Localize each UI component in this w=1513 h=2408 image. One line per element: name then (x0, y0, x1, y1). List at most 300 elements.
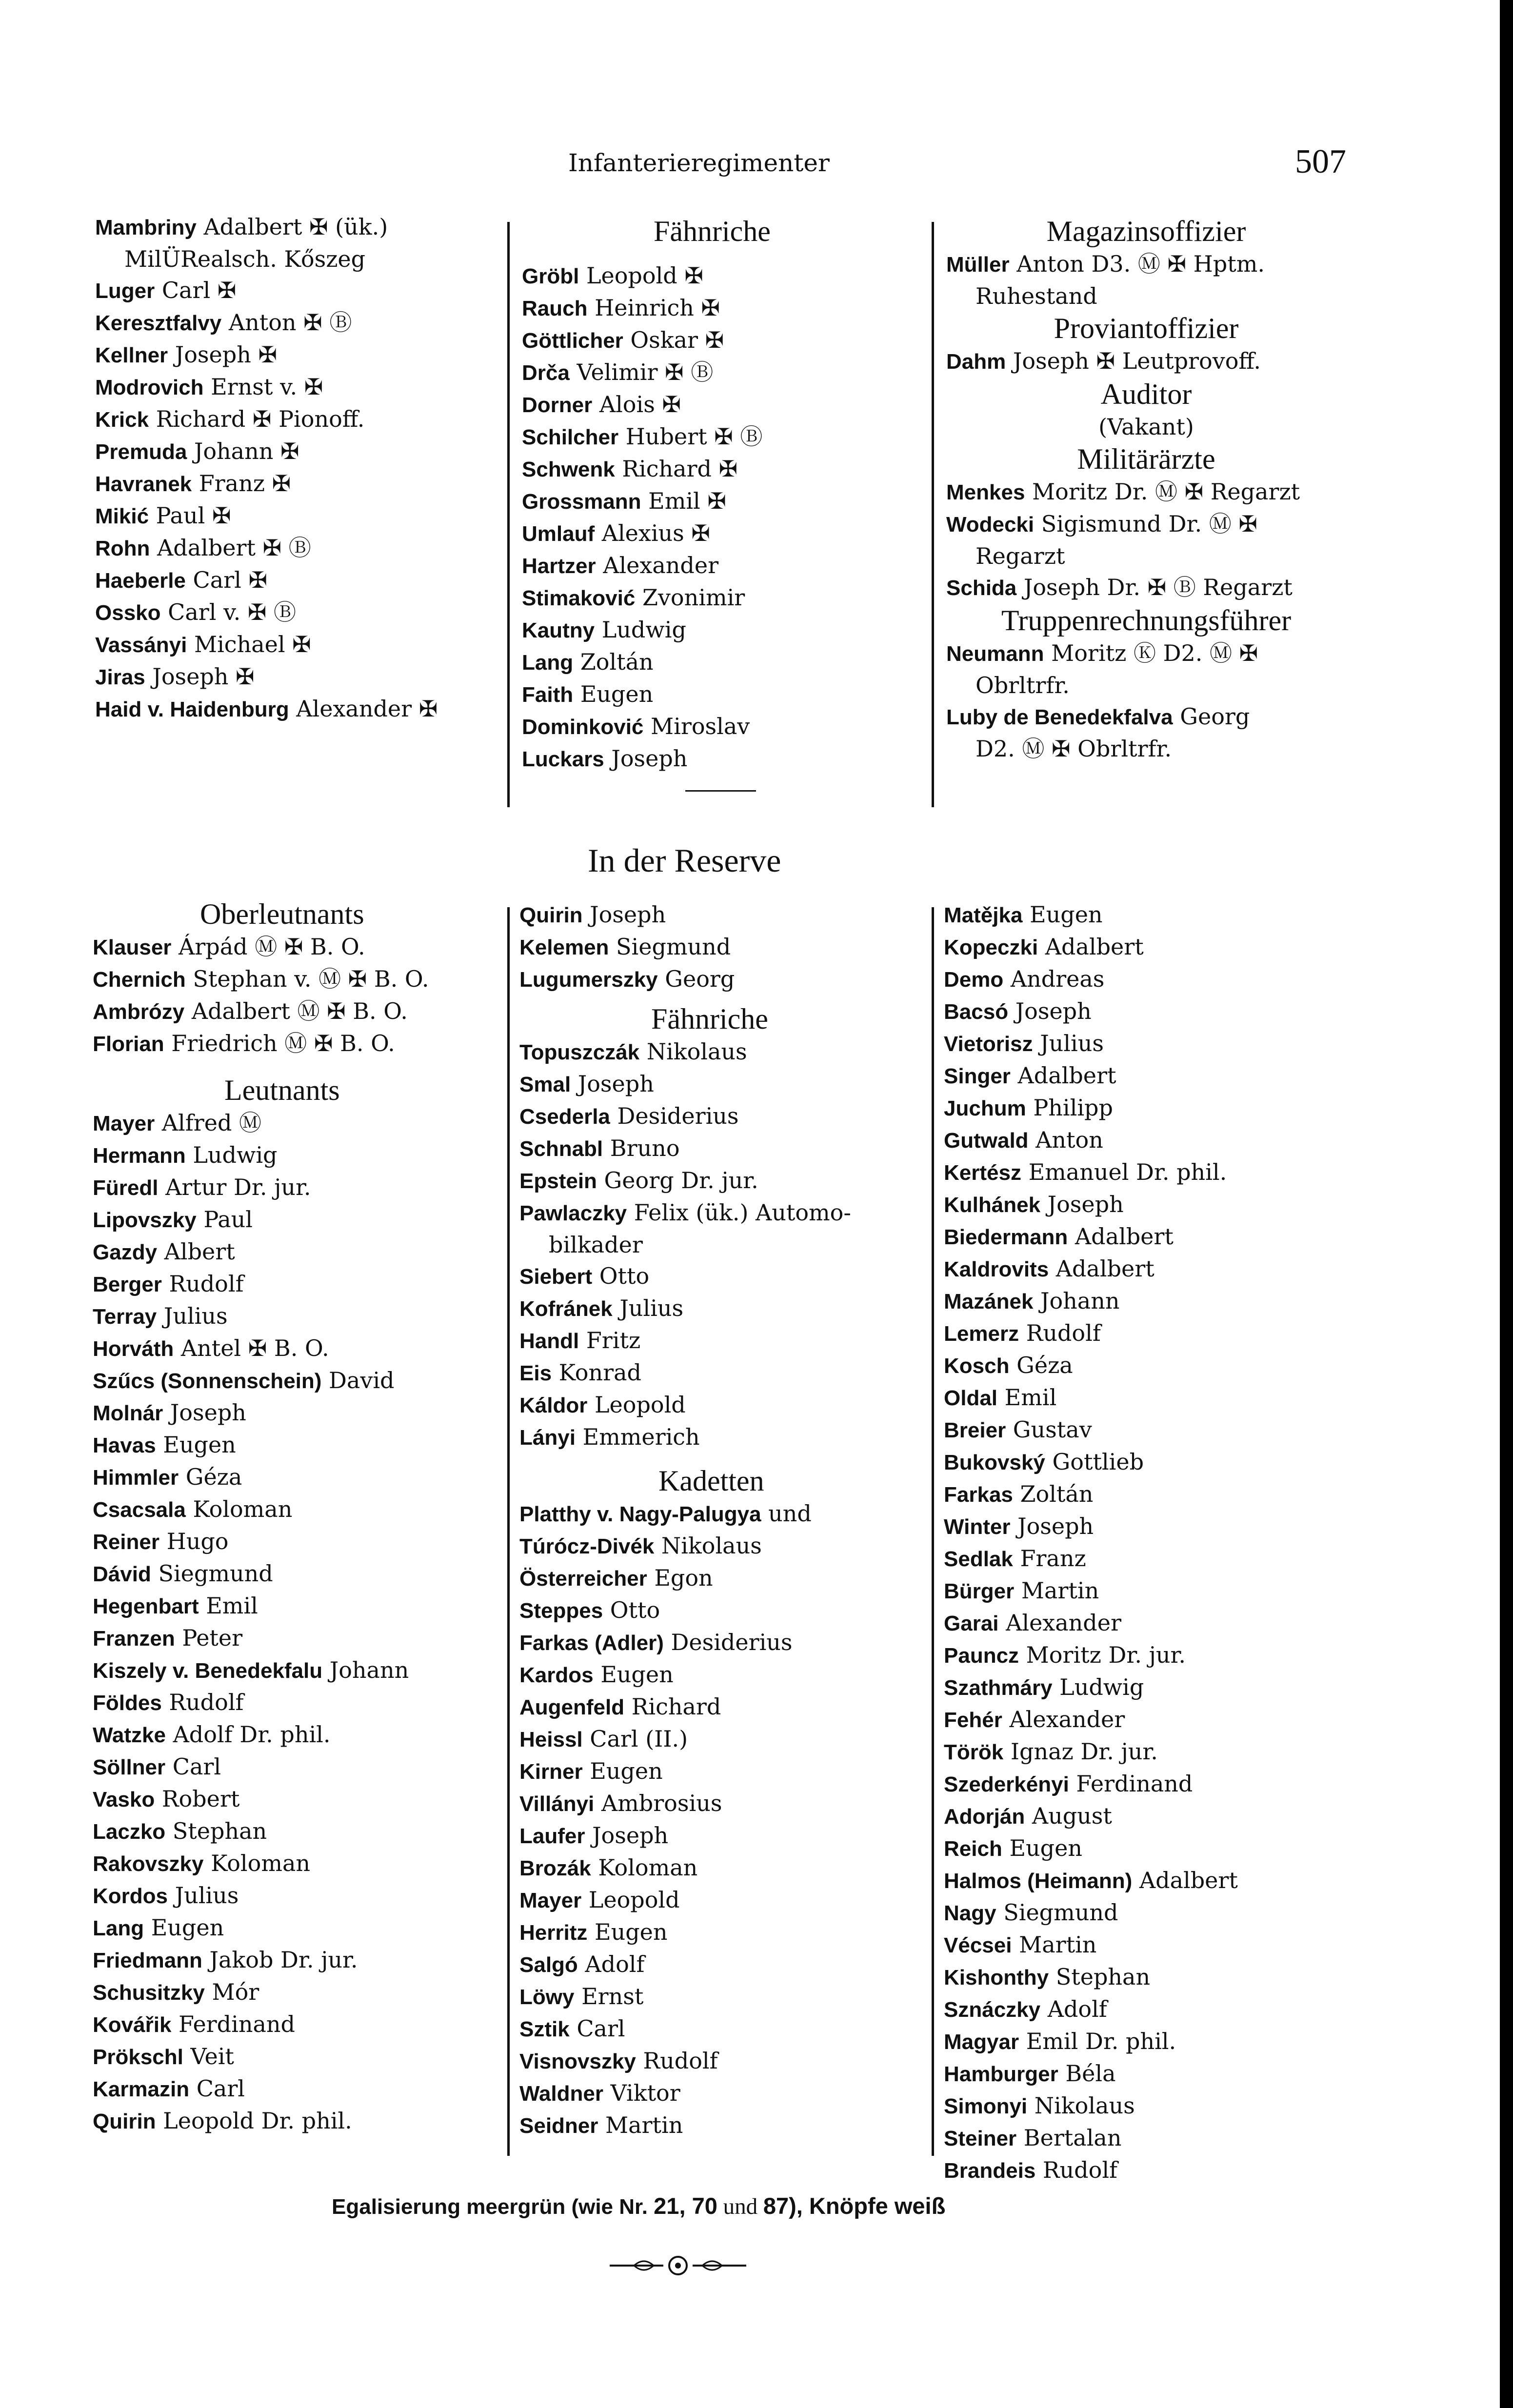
entry-rest: Adalbert (1068, 1223, 1174, 1250)
entry-rest: Eugen (582, 1758, 663, 1784)
running-title: Infanterieregimenter (568, 149, 830, 177)
list-entry (95, 211, 500, 243)
list (519, 1036, 924, 1453)
list-entry (944, 931, 1480, 963)
entry-surname: Topuszczák (519, 1040, 640, 1064)
list-entry (519, 1133, 924, 1165)
list-entry (93, 1365, 498, 1397)
entry-rest: Eugen (593, 1661, 674, 1688)
list (946, 345, 1483, 378)
entry-rest: Stephan v. Ⓜ ✠ B. O. (185, 966, 429, 992)
list-entry (93, 1333, 498, 1365)
entry-rest: Moritz Ⓚ D2. Ⓜ ✠ (1044, 640, 1258, 666)
list-entry (93, 1204, 498, 1236)
list-entry (519, 1165, 924, 1197)
entry-surname: Mayer (93, 1112, 155, 1135)
entry-surname: Kellner (95, 343, 168, 367)
list-entry (93, 1912, 498, 1944)
entry-surname: Vécsei (944, 1933, 1012, 1957)
list-entry (944, 1575, 1480, 1607)
entry-surname: Kulhánek (944, 1193, 1041, 1217)
entry-surname: Brandeis (944, 2159, 1036, 2183)
ornament-icon (605, 2253, 751, 2278)
entry-rest: Hubert ✠ Ⓑ (618, 423, 763, 450)
entry-rest: Alois ✠ (592, 391, 681, 418)
entry-surname: Sznáczky (944, 1998, 1041, 2022)
entry-rest: Ambrosius (594, 1790, 722, 1816)
entry-rest: Rudolf (636, 2048, 718, 2074)
entry-surname: Ossko (95, 601, 161, 625)
list-entry (519, 1421, 924, 1453)
entry-surname: Lemerz (944, 1322, 1019, 1346)
entry-surname: Handl (519, 1329, 579, 1353)
list-entry (944, 899, 1480, 931)
entry-rest: Veit (183, 2043, 234, 2070)
list-entry (95, 532, 500, 564)
list-entry (944, 1800, 1480, 1832)
list-entry (522, 711, 927, 743)
entry-rest: Desiderius (610, 1103, 739, 1129)
column-rule (932, 222, 934, 807)
entry-rest: Eugen (1022, 901, 1103, 928)
entry-surname: Haid v. Haidenburg (95, 697, 289, 721)
entry-rest: Siegmund (609, 934, 731, 960)
list-entry (95, 500, 500, 532)
entry-rest: Alexander (998, 1610, 1121, 1636)
entry-surname: Berger (93, 1273, 162, 1296)
list-entry (944, 1704, 1480, 1736)
entry-surname: Klauser (93, 935, 172, 959)
entry-surname: Premuda (95, 440, 187, 464)
entry-surname: Kordos (93, 1884, 168, 1908)
entry-rest: Egon (647, 1565, 713, 1591)
entry-surname: Schida (946, 576, 1017, 600)
entry-rest: Anton ✠ Ⓑ (221, 309, 352, 336)
list-entry (93, 2009, 498, 2041)
list-entry (944, 1285, 1480, 1317)
entry-rest: Ernst v. ✠ (203, 374, 323, 400)
entry-surname: Quirin (519, 903, 583, 927)
list-entry (944, 1511, 1480, 1543)
list-entry (519, 2045, 924, 2077)
list-entry (93, 1107, 498, 1139)
entry-rest: Leopold (587, 1392, 686, 1418)
entry-rest: August (1025, 1803, 1112, 1829)
list-entry (519, 899, 924, 931)
entry-rest: Leopold ✠ (579, 262, 703, 289)
entry-rest: Gottlieb (1045, 1449, 1144, 1475)
entry-surname: Breier (944, 1418, 1006, 1442)
list-entry (522, 421, 927, 453)
list-entry (519, 1852, 924, 1884)
entry-rest: Adalbert ✠ Ⓑ (150, 535, 311, 561)
entry-rest: Árpád Ⓜ ✠ B. O. (171, 934, 365, 960)
section-heading: Leutnants (224, 1074, 340, 1106)
list-entry (944, 1414, 1480, 1446)
list-entry (519, 1357, 924, 1389)
entry-surname: Szathmáry (944, 1676, 1053, 1700)
list-entry (522, 357, 927, 389)
entry-rest: Fritz (579, 1327, 641, 1353)
list-entry (944, 1221, 1480, 1253)
entry-rest: Franz ✠ (192, 470, 291, 497)
list-entry (95, 307, 500, 339)
entry-surname: Szederkényi (944, 1772, 1069, 1796)
entry-surname: Luby de Benedekfalva (946, 705, 1173, 729)
list-entry (519, 1820, 924, 1852)
entry-surname: Reich (944, 1837, 1002, 1861)
entry-rest: Bertalan (1016, 2125, 1122, 2151)
entry-surname: Földes (93, 1691, 162, 1715)
page-number: 507 (1295, 143, 1346, 180)
entry-rest: Nikolaus (639, 1038, 747, 1065)
list-entry (944, 1993, 1480, 2026)
entry-surname: Oldal (944, 1386, 998, 1410)
entry-surname: Török (944, 1740, 1004, 1764)
entry-surname: Kaldrovits (944, 1257, 1049, 1281)
entry-rest: Zvonimir (635, 584, 745, 611)
entry-rest: Carl ✠ (185, 567, 267, 593)
entry-surname: Watzke (93, 1723, 166, 1747)
entry-rest: David (321, 1367, 395, 1393)
list-entry (95, 693, 500, 725)
entry-surname: Reiner (93, 1530, 159, 1554)
entry-rest: Joseph (1010, 1513, 1094, 1539)
entry-rest: Adolf (1040, 1996, 1107, 2022)
entry-rest: Siegmund (996, 1899, 1118, 1926)
list-entry (519, 1100, 924, 1133)
list-entry (944, 1736, 1480, 1768)
entry-surname: Kishonthy (944, 1966, 1049, 1990)
entry-surname: Mikić (95, 504, 149, 528)
section-heading: Magazinsoffizier (1046, 215, 1246, 247)
entry-surname: Quirin (93, 2109, 156, 2133)
top-col2-heading: Fähnriche (654, 215, 771, 247)
entry-rest: Ferdinand (171, 2011, 295, 2037)
entry-surname: Bukovský (944, 1451, 1045, 1474)
list-entry (522, 324, 927, 357)
entry-surname: Lányi (519, 1426, 576, 1450)
list-entry (93, 1461, 498, 1493)
entry-surname: Hamburger (944, 2062, 1058, 2086)
entry-surname: Seidner (519, 2114, 598, 2138)
entry-surname: Waldner (519, 2082, 603, 2106)
entry-surname: Dávid (93, 1562, 151, 1586)
list-entry (519, 1659, 924, 1691)
list-entry (944, 995, 1480, 1028)
list-entry (95, 436, 500, 468)
list-entry (522, 678, 927, 711)
entry-surname: Bürger (944, 1579, 1015, 1603)
entry-surname: Szűcs (Sonnenschein) (93, 1369, 322, 1393)
list-entry (519, 2077, 924, 2109)
list-entry (522, 292, 927, 324)
list-entry (93, 1526, 498, 1558)
entry-rest: Miroslav (643, 713, 750, 739)
list-entry (522, 389, 927, 421)
entry-rest: Eugen (144, 1914, 224, 1941)
entry-rest: Martin (1014, 1577, 1099, 1604)
list-entry (519, 2109, 924, 2142)
list-entry (944, 2122, 1480, 2154)
entry-rest: MilÜRealsch. Kőszeg (124, 246, 366, 272)
entry-surname: Kirner (519, 1760, 583, 1784)
list-entry (944, 2090, 1480, 2122)
entry-rest: Carl ✠ (155, 277, 237, 303)
entry-rest: Georg (657, 966, 735, 992)
footer-note (332, 2192, 945, 2220)
entry-surname: Biedermann (944, 1225, 1068, 1249)
section-heading: Militärärzte (1077, 443, 1215, 475)
list-entry (944, 1768, 1480, 1800)
entry-rest: Ludwig (1052, 1674, 1144, 1700)
entry-rest: Adalbert (1049, 1255, 1155, 1282)
list-entry (93, 1236, 498, 1268)
list-entry (944, 1317, 1480, 1350)
entry-surname: Mayer (519, 1889, 582, 1912)
entry-rest: Moritz Dr. jur. (1019, 1642, 1186, 1668)
list-entry (946, 701, 1483, 733)
list-entry (95, 629, 500, 661)
entry-surname: Krick (95, 408, 149, 432)
list-entry (519, 1389, 924, 1421)
entry-rest: Antel ✠ B. O. (174, 1335, 329, 1361)
entry-rest: Adalbert (1010, 1062, 1116, 1089)
entry-rest: Albert (157, 1238, 235, 1265)
entry-rest: Joseph ✠ (145, 663, 255, 690)
list-entry (95, 371, 500, 403)
entry-surname: Havranek (95, 472, 192, 496)
entry-rest: Adolf Dr. phil. (165, 1721, 331, 1748)
entry-surname: Winter (944, 1515, 1011, 1539)
list-entry (519, 1981, 924, 2013)
list-entry (93, 1944, 498, 1976)
footer-text: 87 (763, 2193, 789, 2219)
entry-surname: Hartzer (522, 554, 596, 578)
entry-surname: Platthy v. Nagy-Palugya (519, 1502, 761, 1526)
entry-rest: Adalbert (1132, 1867, 1238, 1893)
list-entry (944, 1832, 1480, 1865)
entry-rest: Viktor (603, 2080, 680, 2106)
entry-surname: Ambrózy (93, 1000, 185, 1024)
entry-surname: Franzen (93, 1627, 175, 1651)
entry-rest: Georg Dr. jur. (597, 1167, 758, 1194)
entry-rest: Hugo (159, 1528, 229, 1554)
entry-rest: Joseph (604, 745, 688, 772)
list-entry (944, 1543, 1480, 1575)
entry-rest: Konrad (552, 1359, 641, 1386)
entry-surname: Schnabl (519, 1137, 603, 1161)
list-entry (519, 2013, 924, 2045)
entry-surname: Terray (93, 1305, 157, 1329)
list-entry (519, 1530, 924, 1562)
entry-surname: Drča (522, 361, 570, 385)
entry-surname: Dahm (946, 350, 1006, 374)
entry-surname: Friedmann (93, 1949, 202, 1972)
entry-surname: Mazánek (944, 1290, 1034, 1313)
entry-surname: Farkas (944, 1483, 1013, 1507)
list-entry (519, 1562, 924, 1594)
entry-rest: Rudolf (161, 1689, 244, 1715)
entry-surname: Kosch (944, 1354, 1010, 1378)
list-entry (944, 1478, 1480, 1511)
entry-surname: Sedlak (944, 1547, 1013, 1571)
list-entry (93, 995, 498, 1028)
entry-surname: Herritz (519, 1921, 588, 1945)
entry-surname: Füredl (93, 1176, 159, 1200)
column-rule (507, 907, 510, 2156)
entry-surname: Brozák (519, 1856, 591, 1880)
footer-text: und (717, 2194, 763, 2219)
entry-rest: Heinrich ✠ (587, 295, 720, 321)
list-entry (944, 1639, 1480, 1672)
entry-rest: Regarzt (975, 543, 1065, 569)
list-entry (93, 1268, 498, 1300)
list-entry (519, 1325, 924, 1357)
entry-rest: Rudolf (1019, 1320, 1101, 1346)
entry-rest: Martin (598, 2112, 683, 2138)
list-entry (93, 2105, 498, 2137)
entry-surname: Himmler (93, 1466, 179, 1490)
entry-rest: Joseph (585, 1822, 669, 1849)
list-entry (944, 1092, 1480, 1124)
entry-rest: Ferdinand (1069, 1771, 1193, 1797)
entry-surname: Vietorisz (944, 1032, 1033, 1056)
entry-rest: Philipp (1026, 1095, 1113, 1121)
list-entry (93, 1622, 498, 1654)
list-entry (93, 1815, 498, 1848)
entry-rest: Emmerich (575, 1424, 700, 1450)
list-entry (946, 476, 1483, 508)
top-col1 (95, 211, 500, 725)
list-entry (95, 661, 500, 693)
entry-surname: Schwenk (522, 458, 615, 481)
entry-rest: Alfred Ⓜ (155, 1110, 262, 1136)
entry-surname: Laczko (93, 1820, 166, 1844)
list-entry (95, 339, 500, 371)
entry-rest: Julius (157, 1303, 228, 1329)
list-entry (944, 1253, 1480, 1285)
list (93, 931, 498, 1060)
entry-rest: Alexius ✠ (595, 520, 710, 546)
entry-rest: Rudolf (1035, 2157, 1118, 2183)
list-entry (93, 1397, 498, 1429)
entry-rest: Alexander ✠ (289, 696, 438, 722)
entry-surname: Vasko (93, 1788, 155, 1811)
entry-surname: Fehér (944, 1708, 1002, 1732)
entry-surname: Kofránek (519, 1297, 613, 1321)
entry-rest: Jakob Dr. jur. (202, 1947, 358, 1973)
entry-rest: Joseph (582, 901, 666, 928)
entry-rest: Sigismund Dr. Ⓜ ✠ (1034, 511, 1257, 537)
list (93, 1107, 498, 2137)
list-entry (93, 1654, 498, 1687)
entry-rest: Eugen (1002, 1835, 1082, 1861)
entry-surname: Keresztfalvy (95, 311, 222, 335)
entry-rest: Carl (569, 2015, 625, 2042)
list-entry (93, 1172, 498, 1204)
list-entry (93, 1558, 498, 1590)
entry-rest: Koloman (185, 1496, 293, 1522)
entry-rest: Obrltrfr. (975, 672, 1070, 698)
list-entry (519, 1293, 924, 1325)
entry-surname: Söllner (93, 1755, 166, 1779)
entry-surname: Dominković (522, 715, 644, 739)
entry-surname: Rauch (522, 297, 588, 320)
list-entry (944, 1672, 1480, 1704)
list-entry (944, 1124, 1480, 1156)
entry-rest: Otto (592, 1263, 650, 1289)
entry-surname: Dorner (522, 393, 593, 417)
list-entry (946, 733, 1483, 764)
entry-surname: Visnovszky (519, 2050, 636, 2073)
entry-surname: Horváth (93, 1337, 174, 1361)
entry-rest: Eugen (156, 1432, 236, 1458)
entry-rest: Julius (1033, 1030, 1104, 1056)
list-entry (519, 1949, 924, 1981)
entry-surname: Müller (946, 253, 1010, 277)
entry-rest: Emil (997, 1384, 1057, 1411)
entry-rest: Ludwig (185, 1142, 278, 1168)
entry-rest: Stephan (165, 1818, 267, 1844)
entry-surname: Göttlicher (522, 329, 623, 353)
top-col3 (946, 215, 1483, 764)
section-heading: Truppenrechnungsführer (1001, 604, 1292, 637)
entry-surname: Haeberle (95, 569, 186, 593)
entry-rest: Carl v. ✠ Ⓑ (160, 599, 297, 625)
entry-rest: Martin (1012, 1931, 1097, 1958)
entry-surname: Mambriny (95, 216, 197, 239)
list-entry (519, 1197, 924, 1229)
entry-rest: Stephan (1049, 1964, 1151, 1990)
entry-rest: Joseph (1008, 998, 1092, 1024)
entry-surname: Löwy (519, 1985, 575, 2009)
reserve-title: In der Reserve (588, 842, 781, 879)
entry-rest: Georg (1173, 703, 1250, 730)
list-entry (944, 2154, 1480, 2187)
list-entry (95, 243, 500, 275)
entry-surname: Kiszely v. Benedekfalu (93, 1659, 323, 1683)
entry-rest: Julius (612, 1295, 684, 1321)
entry-surname: Prökschl (93, 2045, 183, 2069)
list-entry (93, 2041, 498, 2073)
entry-surname: Vassányi (95, 633, 187, 657)
entry-rest: Emil ✠ (641, 488, 726, 514)
list-entry (946, 280, 1483, 312)
entry-rest: Emil Dr. phil. (1019, 2028, 1176, 2054)
entry-rest: Moritz Dr. Ⓜ ✠ Regarzt (1025, 478, 1300, 505)
entry-surname: Hegenbart (93, 1594, 199, 1618)
list-entry (519, 1498, 924, 1530)
entry-rest: Michael ✠ (187, 631, 311, 657)
list-entry (946, 540, 1483, 572)
list-entry (93, 931, 498, 963)
list-entry (944, 2058, 1480, 2090)
entry-surname: Bacsó (944, 1000, 1009, 1024)
entry-rest: Peter (175, 1625, 243, 1651)
entry-surname: Siebert (519, 1265, 593, 1289)
entry-surname: Modrovich (95, 376, 204, 399)
entry-rest: Richard (624, 1693, 721, 1720)
list (946, 476, 1483, 604)
entry-surname: Hermann (93, 1144, 186, 1168)
entry-surname: Túrócz-Divék (519, 1534, 655, 1558)
entry-rest: Rudolf (161, 1271, 244, 1297)
list-entry (519, 1594, 924, 1627)
entry-rest: Richard ✠ Pionoff. (149, 406, 365, 432)
footer-text: Egalisierung meergrün (wie Nr. (332, 2195, 654, 2219)
entry-surname: Lang (522, 651, 574, 675)
